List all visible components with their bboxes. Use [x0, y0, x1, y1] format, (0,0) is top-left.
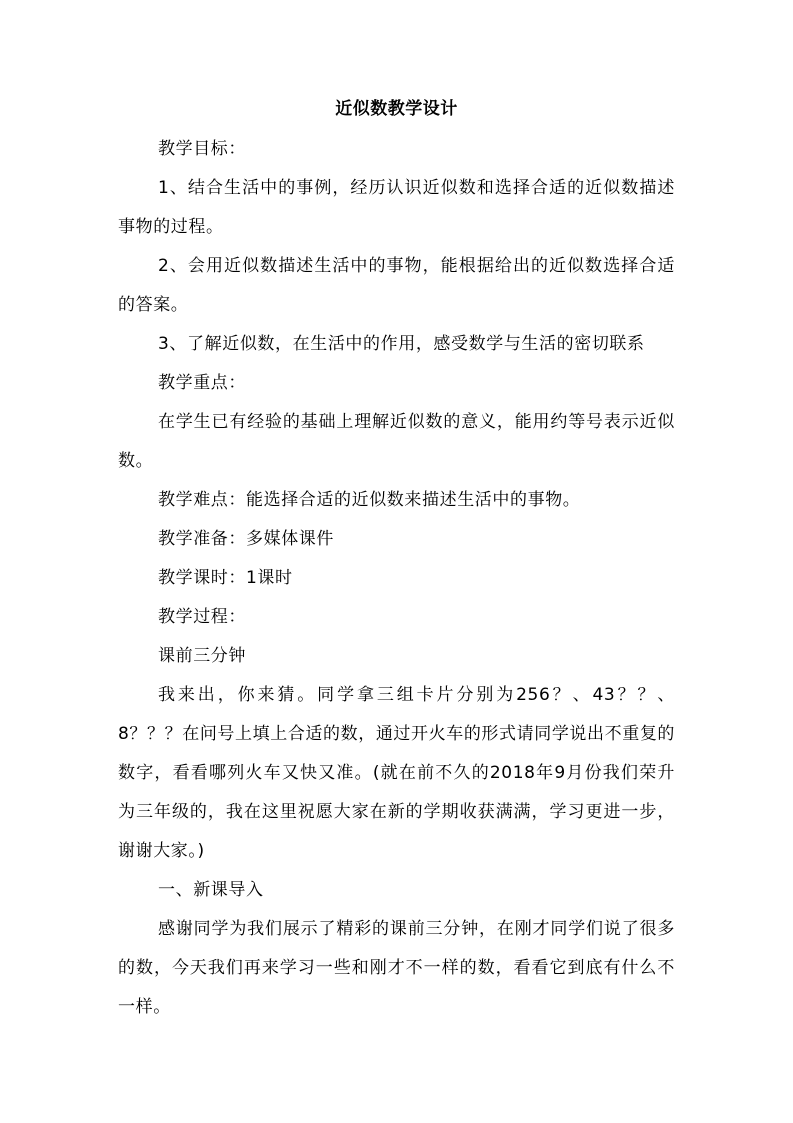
section-heading-process: 教学过程：	[158, 607, 246, 627]
section-heading-introduction: 一、新课导入	[158, 880, 264, 900]
document-body	[118, 96, 675, 1027]
introduction-text: 感谢同学为我们展示了精彩的课前三分钟，在刚才同学们说了很多的数，今天我们再来学习一些和刚才不一样的数，看看它到底有什么不一样。	[118, 919, 675, 1017]
objective-item-1: 1、结合生活中的事例，经历认识近似数和选择合适的近似数描述事物的过程。	[118, 178, 675, 237]
key-points-text: 在学生已有经验的基础上理解近似数的意义，能用约等号表示近似数。	[118, 412, 675, 471]
difficulty-text: 教学难点：能选择合适的近似数来描述生活中的事物。	[158, 490, 581, 510]
subheading-warmup: 课前三分钟	[158, 646, 246, 666]
section-heading-objectives: 教学目标：	[158, 139, 246, 159]
warmup-text: 我来出，你来猜。同学拿三组卡片分别为256？、43？？、8？？？在问号上填上合适的数，通过开火车的形式请同学说出不重复的数字，看看哪列火车又快又准。(就在前不久的2018年9月份我们荣升为三年级的，我在这里祝愿大家在新的学期收获满满，学习更进一步，谢谢大家。)	[118, 685, 676, 861]
preparation-text: 教学准备：多媒体课件	[158, 529, 334, 549]
document-title: 近似数教学设计	[335, 99, 458, 119]
objective-item-2: 2、会用近似数描述生活中的事物，能根据给出的近似数选择合适的答案。	[118, 256, 675, 315]
section-heading-key-points: 教学重点：	[158, 373, 246, 393]
class-hours-text: 教学课时：1课时	[158, 568, 293, 588]
objective-item-3: 3、了解近似数，在生活中的作用，感受数学与生活的密切联系	[158, 334, 645, 354]
